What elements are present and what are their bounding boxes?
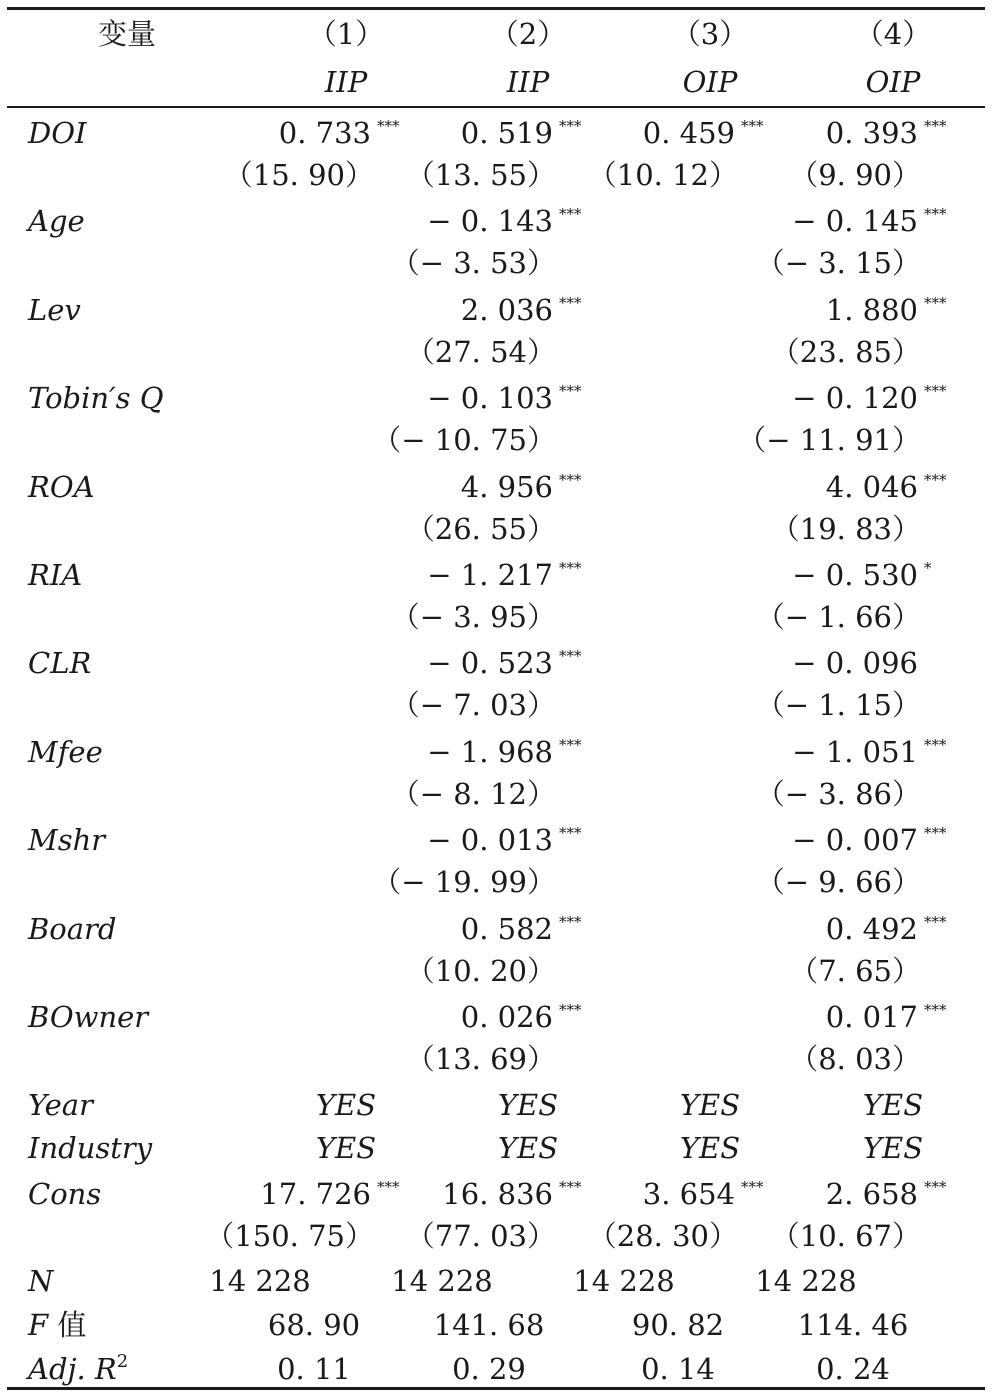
stat-value: 14 228 bbox=[755, 1264, 857, 1298]
t-statistic: （7. 65） bbox=[789, 954, 921, 988]
coefficient: 1. 880 bbox=[825, 293, 918, 327]
coefficient: 16. 836 bbox=[442, 1177, 553, 1211]
t-statistic: （15. 90） bbox=[223, 158, 374, 192]
t-statistic: （28. 30） bbox=[587, 1219, 738, 1253]
coefficient: 0. 492 bbox=[825, 912, 918, 946]
coefficient: − 0. 013 bbox=[427, 823, 553, 857]
coefficient: 0. 026 bbox=[460, 1000, 553, 1034]
t-statistic: （13. 69） bbox=[405, 1042, 556, 1076]
stat-value: 14 228 bbox=[391, 1264, 493, 1298]
dependent-variable: OIP bbox=[682, 65, 738, 99]
significance-stars: *** bbox=[924, 824, 947, 842]
significance-stars: *** bbox=[924, 1001, 947, 1019]
fixed-effect-value: YES bbox=[862, 1088, 924, 1122]
t-statistic: （8. 03） bbox=[789, 1042, 921, 1076]
stat-value: 14 228 bbox=[209, 1264, 311, 1298]
t-statistic: （10. 67） bbox=[770, 1219, 921, 1253]
fixed-effect-value: YES bbox=[679, 1131, 741, 1165]
variable-name: Lev bbox=[28, 293, 81, 327]
coefficient: − 1. 051 bbox=[792, 735, 918, 769]
significance-stars: *** bbox=[559, 824, 582, 842]
significance-stars: *** bbox=[741, 1178, 764, 1196]
significance-stars: *** bbox=[924, 471, 947, 489]
significance-stars: *** bbox=[924, 117, 947, 135]
coefficient: − 0. 007 bbox=[792, 823, 918, 857]
coefficient: 3. 654 bbox=[642, 1177, 735, 1211]
significance-stars: *** bbox=[559, 382, 582, 400]
t-statistic: （26. 55） bbox=[405, 512, 556, 546]
stat-value: 0. 11 bbox=[277, 1352, 351, 1386]
variable-name: Age bbox=[28, 204, 85, 238]
stat-name-text: Adj. R bbox=[28, 1352, 117, 1386]
superscript: 2 bbox=[116, 1351, 129, 1372]
significance-stars: *** bbox=[559, 205, 582, 223]
t-statistic: （− 3. 53） bbox=[390, 246, 556, 280]
t-statistic: （− 3. 95） bbox=[390, 600, 556, 634]
coefficient: − 0. 523 bbox=[427, 646, 553, 680]
variable-name: Board bbox=[28, 912, 117, 946]
variable-name: Tobin′s Q bbox=[28, 381, 164, 415]
significance-stars: *** bbox=[924, 913, 947, 931]
fixed-effect-value: YES bbox=[315, 1088, 377, 1122]
t-statistic: （− 3. 86） bbox=[755, 777, 921, 811]
stat-value: 0. 24 bbox=[816, 1352, 890, 1386]
fixed-effect-value: YES bbox=[497, 1088, 559, 1122]
significance-stars: *** bbox=[559, 1178, 582, 1196]
t-statistic: （− 10. 75） bbox=[372, 423, 556, 457]
stat-name-suffix: 值 bbox=[48, 1308, 87, 1342]
stat-name: N bbox=[28, 1264, 54, 1298]
variable-header: 变量 bbox=[98, 17, 157, 51]
stat-name-italic: F bbox=[28, 1308, 49, 1342]
fixed-effect-value: YES bbox=[497, 1131, 559, 1165]
column-number: （4） bbox=[854, 17, 932, 51]
t-statistic: （23. 85） bbox=[770, 335, 921, 369]
t-statistic: （− 11. 91） bbox=[737, 423, 921, 457]
coefficient: 0. 582 bbox=[460, 912, 553, 946]
significance-stars: *** bbox=[559, 913, 582, 931]
variable-name: BOwner bbox=[28, 1000, 149, 1034]
coefficient: 0. 017 bbox=[825, 1000, 918, 1034]
variable-name: CLR bbox=[28, 646, 92, 680]
coefficient: 2. 658 bbox=[825, 1177, 918, 1211]
dependent-variable: IIP bbox=[324, 65, 368, 99]
significance-stars: * bbox=[924, 559, 932, 577]
coefficient: − 0. 143 bbox=[427, 204, 553, 238]
variable-name: Mshr bbox=[28, 823, 106, 857]
stat-value: 68. 90 bbox=[267, 1308, 361, 1342]
variable-name: Cons bbox=[28, 1177, 102, 1211]
variable-name: DOI bbox=[28, 116, 87, 150]
t-statistic: （− 1. 66） bbox=[755, 600, 921, 634]
stat-value: 90. 82 bbox=[631, 1308, 725, 1342]
significance-stars: *** bbox=[377, 1178, 400, 1196]
coefficient: 0. 733 bbox=[278, 116, 371, 150]
t-statistic: （− 3. 15） bbox=[755, 246, 921, 280]
significance-stars: *** bbox=[924, 1178, 947, 1196]
coefficient: 4. 046 bbox=[825, 470, 918, 504]
significance-stars: *** bbox=[559, 117, 582, 135]
significance-stars: *** bbox=[741, 117, 764, 135]
top-rule bbox=[7, 7, 985, 10]
t-statistic: （13. 55） bbox=[405, 158, 556, 192]
dependent-variable: OIP bbox=[865, 65, 921, 99]
coefficient: 0. 393 bbox=[825, 116, 918, 150]
stat-name bbox=[28, 1305, 86, 1345]
coefficient: − 0. 145 bbox=[792, 204, 918, 238]
coefficient: 0. 519 bbox=[460, 116, 553, 150]
stat-value: 141. 68 bbox=[433, 1308, 545, 1342]
t-statistic: （9. 90） bbox=[789, 158, 921, 192]
t-statistic: （150. 75） bbox=[205, 1219, 374, 1253]
significance-stars: *** bbox=[559, 294, 582, 312]
coefficient: 4. 956 bbox=[460, 470, 553, 504]
significance-stars: *** bbox=[924, 382, 947, 400]
t-statistic: （− 19. 99） bbox=[372, 865, 556, 899]
coefficient: − 0. 530 bbox=[792, 558, 918, 592]
column-number: （1） bbox=[307, 17, 385, 51]
t-statistic: （− 1. 15） bbox=[755, 688, 921, 722]
stat-value: 14 228 bbox=[573, 1264, 675, 1298]
t-statistic: （19. 83） bbox=[770, 512, 921, 546]
t-statistic: （10. 20） bbox=[405, 954, 556, 988]
coefficient: − 0. 103 bbox=[427, 381, 553, 415]
coefficient: − 0. 096 bbox=[792, 646, 918, 680]
stat-value: 0. 14 bbox=[641, 1352, 715, 1386]
header-rule bbox=[7, 106, 985, 108]
fixed-effect-value: YES bbox=[862, 1131, 924, 1165]
stat-value: 0. 29 bbox=[452, 1352, 526, 1386]
coefficient: − 0. 120 bbox=[792, 381, 918, 415]
variable-name: ROA bbox=[28, 470, 95, 504]
significance-stars: *** bbox=[559, 471, 582, 489]
fixed-effect-name: Industry bbox=[28, 1131, 153, 1165]
coefficient: − 1. 968 bbox=[427, 735, 553, 769]
fixed-effect-value: YES bbox=[315, 1131, 377, 1165]
significance-stars: *** bbox=[377, 117, 400, 135]
significance-stars: *** bbox=[559, 647, 582, 665]
column-number: （2） bbox=[489, 17, 567, 51]
variable-name: Mfee bbox=[28, 735, 103, 769]
t-statistic: （77. 03） bbox=[405, 1219, 556, 1253]
variable-name: RIA bbox=[28, 558, 83, 592]
significance-stars: *** bbox=[924, 736, 947, 754]
t-statistic: （− 8. 12） bbox=[390, 777, 556, 811]
t-statistic: （27. 54） bbox=[405, 335, 556, 369]
coefficient: 17. 726 bbox=[260, 1177, 371, 1211]
dependent-variable: IIP bbox=[506, 65, 550, 99]
fixed-effect-value: YES bbox=[679, 1088, 741, 1122]
coefficient: 2. 036 bbox=[460, 293, 553, 327]
column-number: （3） bbox=[671, 17, 749, 51]
t-statistic: （− 7. 03） bbox=[390, 688, 556, 722]
significance-stars: *** bbox=[559, 1001, 582, 1019]
significance-stars: *** bbox=[559, 559, 582, 577]
significance-stars: *** bbox=[559, 736, 582, 754]
t-statistic: （− 9. 66） bbox=[755, 865, 921, 899]
stat-value: 114. 46 bbox=[797, 1308, 909, 1342]
significance-stars: *** bbox=[924, 205, 947, 223]
t-statistic: （10. 12） bbox=[587, 158, 738, 192]
significance-stars: *** bbox=[924, 294, 947, 312]
coefficient: 0. 459 bbox=[642, 116, 735, 150]
stat-name bbox=[28, 1349, 128, 1394]
fixed-effect-name: Year bbox=[28, 1088, 93, 1122]
coefficient: − 1. 217 bbox=[427, 558, 553, 592]
